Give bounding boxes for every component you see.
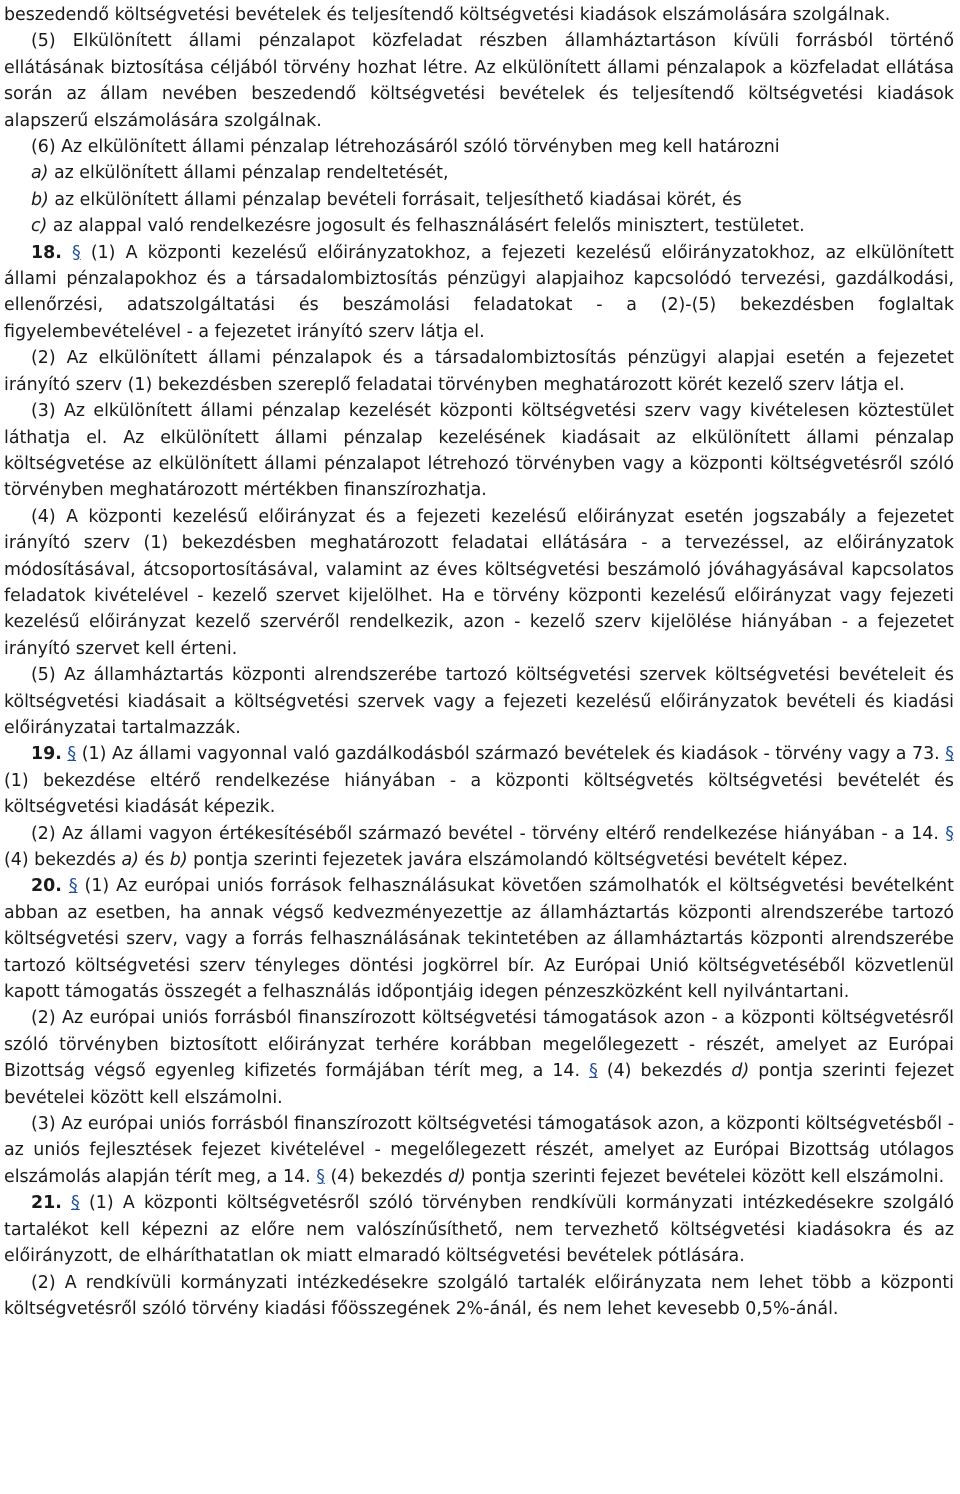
- paragraph: [4, 240, 954, 346]
- section-sign-link[interactable]: §: [67, 744, 77, 765]
- point-letter: d): [731, 1061, 750, 1082]
- point-letter: c): [31, 216, 48, 237]
- paragraph-text: és: [138, 850, 170, 870]
- paragraph-text: (6) Az elkülönített állami pénzalap létrehozásáról szóló törvényben meg kell határozni: [31, 137, 780, 158]
- point-letter: d): [447, 1166, 466, 1187]
- section-number: 21.: [31, 1193, 62, 1214]
- paragraph-text: (1) A központi költségvetésről szóló törvényben rendkívüli kormányzati intézkedésekre szolgáló tartalékot kell képezni az előre nem valószínűsíthető, nem tervezhető költségvetési kiadásokra és az előirányzott, de elháríthatatlan ok miatt elmaradó költségvetési bevételek pótlására.: [4, 1193, 954, 1267]
- section-number: 19.: [31, 744, 62, 765]
- point-letter: b): [169, 850, 188, 870]
- paragraph-text: az alappal való rendelkezésre jogosult és felhasználásért felelős minisztert, testületet.: [47, 216, 805, 237]
- paragraph: [4, 821, 954, 874]
- paragraph: [4, 160, 954, 186]
- paragraph: [4, 504, 954, 662]
- paragraph-text: pontja szerinti fejezet bevételei között kell elszámolni.: [465, 1166, 945, 1187]
- paragraph: [4, 1111, 954, 1190]
- point-letter: a): [31, 163, 49, 184]
- paragraph-text: (5) Elkülönített állami pénzalapot közfeladat részben államháztartáson kívüli forrásból történő ellátásának biztosítása céljából törvény hozhat létre. Az elkülönített állami pénzalapok a közfeladat ellátása során az állam nevében beszedendő költségvetési bevételek és teljesítendő költségvetési kiadások alapszerű elszámolására szolgálnak.: [4, 31, 954, 131]
- paragraph-text: [62, 243, 72, 263]
- paragraph-text: (4) A központi kezelésű előirányzat és a fejezeti kezelésű előirányzat esetén jogszabály a fejezetet irányító szerv (1) bekezdésben meghatározott feladatai ellátására - a tervezéssel, az előirányzatok módosításával, átcsoportosításával, valamint az éves költségvetési beszámoló jóváhagyásával kapcsolatos feladatok kivételével - kezelő szervet kijelölhet. Ha e törvény központi kezelésű előirányzat vagy fejezeti kezelésű előirányzat kezelő szervéről rendelkezik, azon - kezelő szerv kijelölése hiányában - a fejezetet irányító szervet kell érteni.: [4, 506, 954, 659]
- section-sign-link[interactable]: §: [68, 876, 78, 897]
- paragraph-text: [62, 876, 69, 896]
- paragraph-text: (1) bekezdése eltérő rendelkezése hiányában - a központi költségvetés költségvetési bevételét és költségvetési kiadását képezik.: [4, 770, 954, 818]
- paragraph-text: (2) Az állami vagyon értékesítéséből származó bevétel - törvény eltérő rendelkezése hiányában - a 14.: [31, 823, 946, 844]
- paragraph-text: (4) bekezdés: [4, 850, 122, 870]
- section-number: 20.: [31, 876, 62, 897]
- section-sign-link[interactable]: §: [945, 744, 954, 765]
- paragraph: [4, 213, 954, 239]
- paragraph-text: [62, 1193, 71, 1213]
- paragraph-text: (1) A központi kezelésű előirányzatokhoz, a fejezeti kezelésű előirányzatokhoz, az elkülönített állami pénzalapokhoz és a társadalombiztosítás pénzügyi alapjaihoz kapcsolódó tervezési, gazdálkodási, ellenőrzési, adatszolgáltatási és beszámolási feladatokat - a (2)-(5) bekezdésben foglaltak figyelembevételével - a fejezetet irányító szerv látja el.: [4, 242, 954, 342]
- paragraph: [4, 2, 954, 28]
- paragraph-text: (1) Az állami vagyonnal való gazdálkodásból származó bevételek és kiadások - törvény vagy a 73.: [76, 744, 946, 765]
- paragraph: [4, 741, 954, 820]
- paragraph: [4, 662, 954, 741]
- paragraph: [4, 1270, 954, 1323]
- paragraph: [4, 873, 954, 1005]
- paragraph: [4, 345, 954, 398]
- paragraph-text: (4) bekezdés: [324, 1166, 448, 1187]
- point-letter: b): [31, 189, 49, 210]
- paragraph-text: az elkülönített állami pénzalap bevételi forrásait, teljesíthető kiadásai körét, és: [48, 189, 742, 210]
- section-number: 18.: [31, 242, 62, 263]
- paragraph-text: beszedendő költségvetési bevételek és teljesítendő költségvetési kiadások elszámolására szolgálnak.: [4, 5, 891, 25]
- section-sign-link[interactable]: §: [71, 242, 81, 263]
- paragraph-text: (3) Az elkülönített állami pénzalap kezelését központi költségvetési szerv vagy kivételesen köztestület láthatja el. Az elkülönített állami pénzalap kezelésének kiadásait az elkülönített állami pénzalap költségvetése az elkülönített állami pénzalapot létrehozó törvényben vagy a központi költségvetésről szóló törvényben meghatározott mértékben finanszírozhatja.: [4, 401, 954, 501]
- paragraph: [4, 134, 954, 160]
- paragraph: [4, 1005, 954, 1111]
- paragraph-text: az elkülönített állami pénzalap rendeltetését,: [48, 163, 449, 184]
- paragraph-text: (2) A rendkívüli kormányzati intézkedésekre szolgáló tartalék előirányzata nem lehet több a központi költségvetésről szóló törvény kiadási főösszegének 2%-ánál, és nem lehet kevesebb 0,5%-ánál.: [4, 1272, 954, 1319]
- paragraph-text: pontja szerinti fejezet bevételei között kell elszámolni.: [4, 1061, 954, 1108]
- paragraph: [4, 28, 954, 134]
- paragraph-text: (2) Az elkülönített állami pénzalapok és a társadalombiztosítás pénzügyi alapjai esetén a fejezetet irányító szerv (1) bekezdésben szereplő feladatai törvényben meghatározott körét kezelő szerv látja el.: [4, 348, 954, 395]
- paragraph-text: (5) Az államháztartás központi alrendszerébe tartozó költségvetési szervek költségvetési bevételeit és költségvetési kiadásait a költségvetési szervek vagy a fejezeti kezelésű előirányzatok bevételi és kiadási előirányzatai tartalmazzák.: [4, 665, 954, 738]
- section-sign-link[interactable]: §: [316, 1166, 325, 1187]
- section-sign-link[interactable]: §: [945, 823, 954, 844]
- paragraph-text: (4) bekezdés: [597, 1061, 732, 1082]
- paragraph-text: (1) Az európai uniós források felhasználásukat követően számolhatók el költségvetési bevételként abban az esetben, ha annak végső kedvezményezettje az államháztartás központi alrendszerébe tartozó költségvetési szerv, vagy a forrás felhasználásának tekintetében az államháztartás központi alrendszerébe tartozó költségvetési szerv tényleges döntési jogkörrel bír. Az Európai Unió költségvetéséből közvetlenül kapott támogatás összegét a felhasználás időpontjáig idegen pénzeszközként kell nyilvántartani.: [4, 876, 954, 1003]
- paragraph-text: pontja szerinti fejezetek javára elszámolandó költségvetési bevételt képez.: [187, 850, 848, 870]
- paragraph-text: (2) Az európai uniós forrásból finanszírozott költségvetési támogatások azon - a központi költségvetésről szóló törvényben biztosított előirányzat terhére korábban megelőlegezett - részét, amelyet az Európai Bizottság végső egyenleg kifizetés formájában térít meg, a 14.: [4, 1008, 954, 1082]
- section-sign-link[interactable]: §: [589, 1061, 598, 1082]
- paragraph: [4, 187, 954, 213]
- paragraph-text: (3) Az európai uniós forrásból finanszírozott költségvetési támogatások azon, a központi költségvetésből - az uniós fejlesztések fejezet kivételével - megelőlegezett részét, amelyet az Európai Bizottság utólagos elszámolás alapján térít meg, a 14.: [4, 1114, 954, 1187]
- point-letter: a): [121, 850, 139, 870]
- paragraph: [4, 398, 954, 504]
- section-sign-link[interactable]: §: [71, 1193, 80, 1214]
- paragraph: [4, 1190, 954, 1269]
